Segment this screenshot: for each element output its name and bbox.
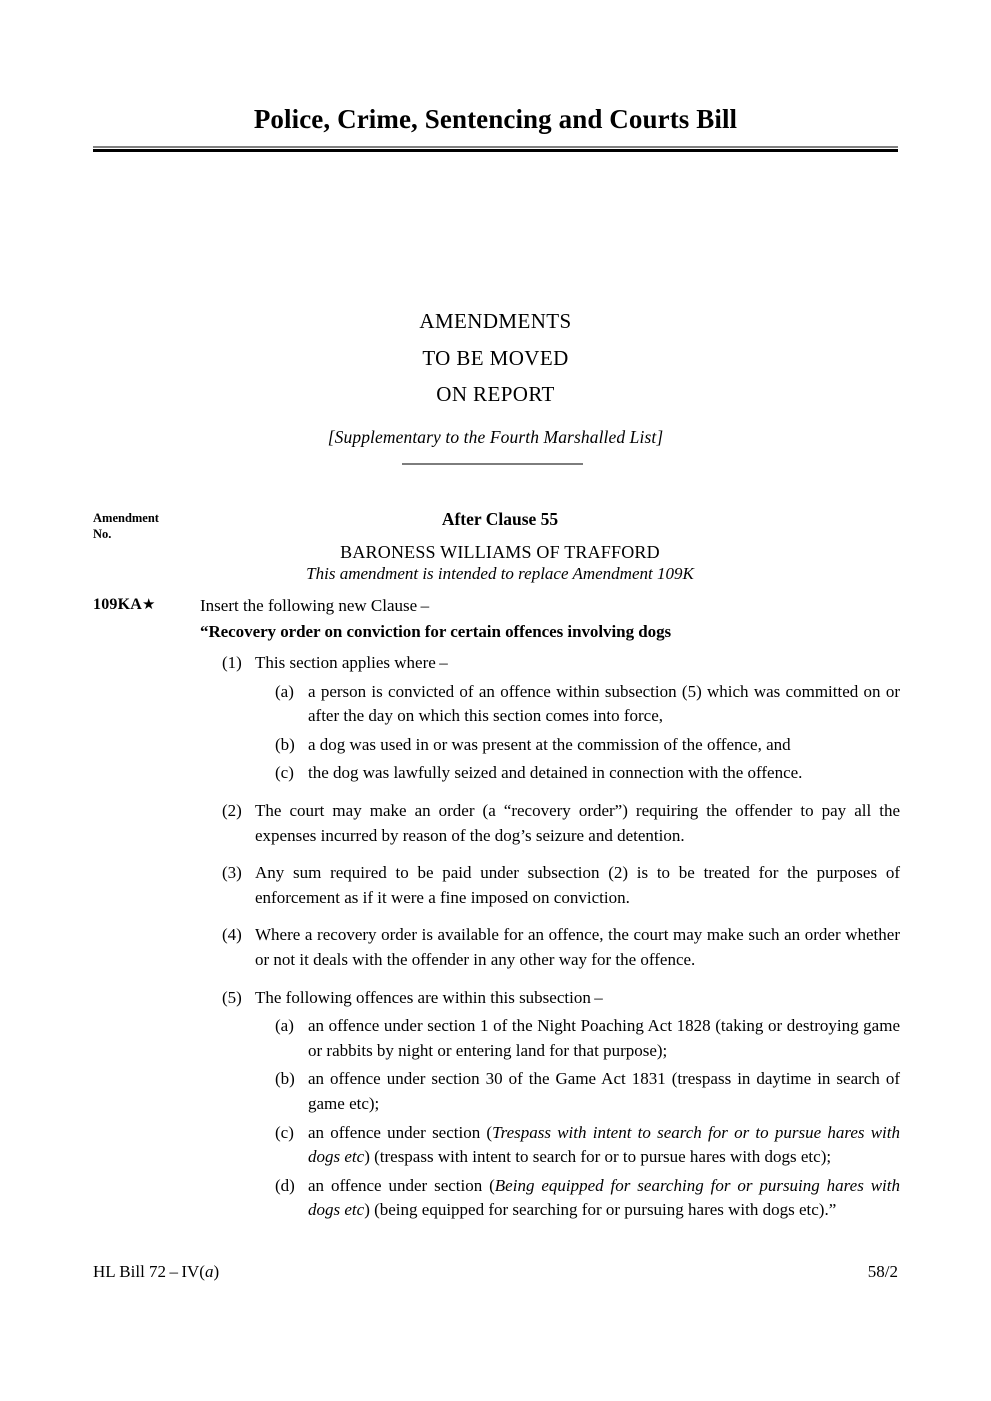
paragraph-text-post: ) (being equipped for searching for or pursuing hares with dogs etc).”: [364, 1200, 837, 1220]
bill-reference-pre: HL Bill 72 – IV(: [93, 1262, 205, 1281]
heading-line-on-report: ON REPORT: [436, 382, 555, 406]
paragraph: [0, 1067, 991, 1116]
new-clause-heading: “Recovery order on conviction for certain offences involving dogs: [200, 622, 672, 641]
amendment-number-text: 109KA: [93, 596, 142, 613]
page-number: 58/2: [867, 1262, 898, 1281]
paragraph-marker: (b): [275, 734, 295, 754]
paragraph-text-italic: Being equipped for searching for or pursuing hares with dogs etc: [308, 1175, 901, 1220]
section-divider: [402, 463, 583, 465]
paragraph-text: an offence under section 1 of the Night Poaching Act 1828 (taking or destroying game or rabbits by night or entering land for that purpose);: [308, 1016, 900, 1060]
paragraph-text-pre: an offence under section (: [308, 1175, 495, 1195]
amendment-number: [93, 596, 156, 614]
amendment-sponsor-note: This amendment is intended to replace Amendment 109K: [306, 564, 694, 583]
subsection: [0, 861, 991, 910]
bill-reference-post: ): [213, 1262, 220, 1281]
paragraph-text: the dog was lawfully seized and detained in connection with the offence.: [308, 763, 803, 783]
paragraph-text: a person is convicted of an offence within subsection (5) which was committed on or after the day on which this section comes into force,: [308, 681, 900, 726]
clause-header: After Clause 55: [441, 509, 559, 529]
star-icon: ★: [142, 597, 156, 613]
subsection-marker: (3): [222, 863, 242, 883]
heading-line-amendments: AMENDMENTS: [419, 309, 572, 333]
title-divider: [93, 146, 898, 152]
amendment-no-label-line2: No.: [93, 527, 112, 541]
subsection-marker: (1): [222, 653, 242, 672]
document-heading-block: [93, 303, 898, 448]
subsection-marker: (4): [222, 925, 242, 945]
amendment-sponsor: BARONESS WILLIAMS OF TRAFFORD: [340, 542, 660, 562]
paragraph-marker: (d): [275, 1175, 295, 1195]
paragraph-marker: (a): [275, 681, 294, 701]
paragraph-marker: (c): [275, 1122, 294, 1142]
heading-line-to-be-moved: TO BE MOVED: [422, 345, 569, 370]
paragraph-text: a dog was used in or was present at the commission of the offence, and: [308, 734, 791, 754]
page-title: Police, Crime, Sentencing and Courts Bill: [253, 104, 738, 134]
amendment-instruction: Insert the following new Clause –: [200, 596, 430, 615]
subsection-text: Any sum required to be paid under subsection (2) is to be treated for the purposes of enforcement as if it were a fine imposed on conviction.: [255, 863, 900, 907]
paragraph-text: an offence under section 30 of the Game Act 1831 (trespass in daytime in search of game etc);: [308, 1069, 900, 1113]
paragraph: [0, 1174, 991, 1223]
amendment-no-label-line1: Amendment: [93, 511, 159, 525]
paragraph: [0, 733, 991, 758]
paragraph-text-pre: an offence under section (: [308, 1122, 493, 1142]
paragraph-text-post: ) (trespass with intent to search for or to pursue hares with dogs etc);: [364, 1147, 832, 1167]
supplementary-note: [Supplementary to the Fourth Marshalled List]: [327, 426, 664, 447]
subsection: [0, 799, 991, 848]
paragraph-text-italic: Trespass with intent to search for or to pursue hares with dogs etc: [308, 1122, 901, 1167]
title-divider-thick-line: [93, 149, 898, 152]
subsection-text: The court may make an order (a “recovery order”) requiring the offender to pay all the expenses incurred by reason of the dog’s seizure and detention.: [255, 800, 900, 845]
subsection: [0, 923, 991, 972]
paragraph-marker: (a): [275, 1016, 294, 1036]
title-divider-thin-line: [93, 146, 898, 148]
subsection: [0, 651, 991, 676]
paragraph: [0, 761, 991, 786]
paragraph-marker: (b): [275, 1069, 295, 1089]
paragraph: [0, 680, 991, 729]
subsection-marker: (5): [222, 987, 242, 1007]
bill-reference-italic: a: [204, 1262, 214, 1281]
subsection-text: This section applies where –: [255, 653, 448, 672]
bill-reference: [93, 1262, 219, 1282]
subsection: [0, 986, 991, 1011]
subsection-marker: (2): [222, 800, 242, 820]
paragraph: [0, 1121, 991, 1170]
paragraph-marker: (c): [275, 763, 294, 783]
amendment-body: [0, 651, 991, 1227]
amendment-no-label: [93, 510, 203, 542]
subsection-text: The following offences are within this subsection –: [255, 987, 603, 1007]
subsection-text: Where a recovery order is available for an offence, the court may make such an order whether or not it deals with the offender in any other way for the offence.: [255, 925, 900, 969]
paragraph: [0, 1014, 991, 1063]
